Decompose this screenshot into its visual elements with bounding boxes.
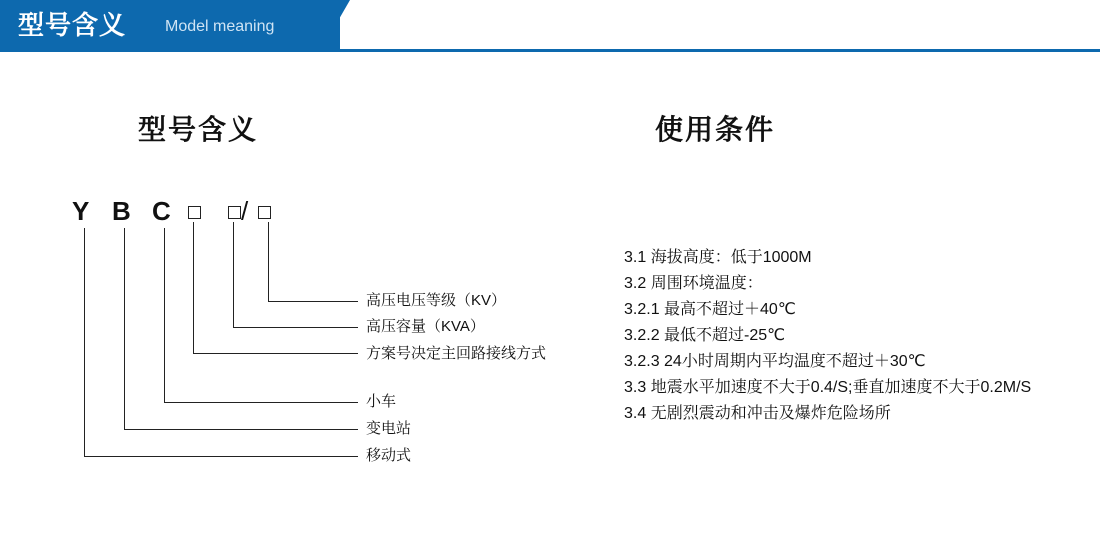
leader-label-hv-capacity: 高压容量（KVA） [366,318,485,335]
model-code-slash: / [241,196,249,226]
condition-item: 3.3 地震水平加速度不大于0.4/S;垂直加速度不大于0.2M/S [624,379,1032,396]
header-title-en: Model meaning [165,18,275,35]
leader-hline-substation [124,429,358,430]
leader-label-mobile: 移动式 [366,447,412,464]
header-banner-slant [320,0,350,52]
leader-vline-b [124,228,125,429]
condition-item: 3.2.2 最低不超过-25℃ [624,327,786,344]
leader-hline-mobile [84,456,358,457]
leader-hline-hv-voltage [268,301,358,302]
model-code-letter-b: B [112,196,131,226]
leader-label-scheme: 方案号决定主回路接线方式 [366,345,547,362]
condition-item: 3.1 海拔高度：低于1000M [624,249,812,266]
header-banner [0,0,1100,52]
model-code-box-2 [228,206,241,219]
leader-label-hv-voltage: 高压电压等级（KV） [366,292,507,309]
leader-hline-hv-capacity [233,327,358,328]
model-code-box-1 [188,206,201,219]
leader-hline-scheme [193,353,358,354]
condition-item: 3.2 周围环境温度： [624,275,763,292]
header-title-cn: 型号含义 [18,10,127,40]
usage-conditions-list [624,245,1064,427]
leader-vline-box3 [268,222,269,301]
header-underline [0,49,1100,52]
leader-vline-box2 [233,222,234,327]
condition-item: 3.2.1 最高不超过＋40℃ [624,301,796,318]
leader-label-substation: 变电站 [366,420,412,437]
model-code-box-3 [258,206,271,219]
section-heading-model-meaning: 型号含义 [138,114,259,145]
leader-vline-y [84,228,85,456]
leader-hline-trolley [164,402,358,403]
condition-item: 3.2.3 24小时周期内平均温度不超过＋30℃ [624,353,926,370]
leader-vline-c [164,228,165,402]
model-code-letter-y: Y [72,196,90,226]
leader-label-trolley: 小车 [366,393,397,410]
model-code-letter-c: C [152,196,171,226]
section-heading-usage-conditions: 使用条件 [655,114,776,145]
condition-item: 3.4 无剧烈震动和冲击及爆炸危险场所 [624,405,891,422]
leader-vline-box1 [193,222,194,353]
